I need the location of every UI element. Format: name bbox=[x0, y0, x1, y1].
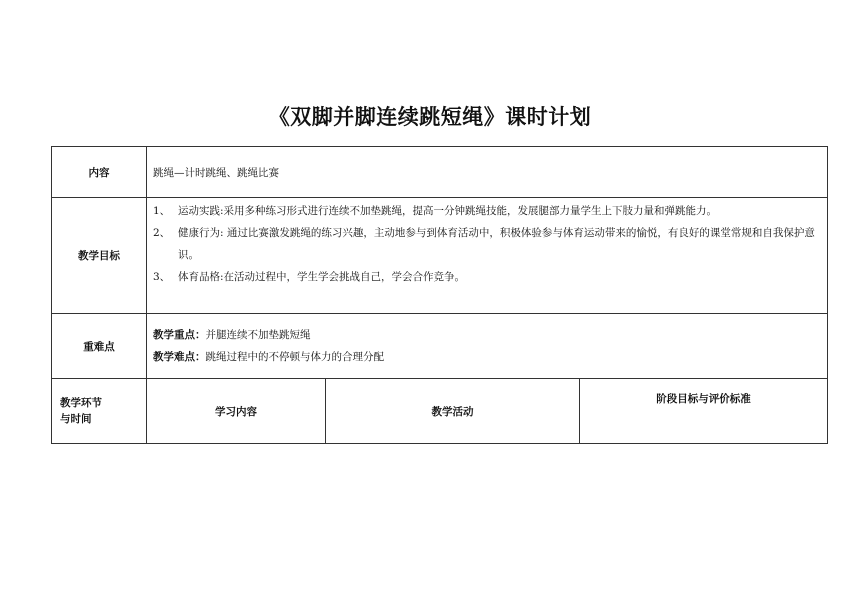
document-title: 《双脚并脚连续跳短绳》课时计划 bbox=[268, 105, 592, 129]
goals-label: 教学目标 bbox=[52, 198, 147, 314]
goal-text: 运动实践:采用多种练习形式进行连续不加垫跳绳，提高一分钟跳绳技能，发展腿部力量学生上下肢力量和弹跳能力。 bbox=[178, 205, 718, 217]
teaching-difficulty-label: 教学难点： bbox=[153, 351, 206, 363]
goal-number: 2、 bbox=[153, 227, 171, 239]
goals-cell bbox=[147, 198, 828, 314]
goal-item bbox=[153, 222, 821, 266]
teaching-difficulty-text: 跳绳过程中的不停顿与体力的合理分配 bbox=[205, 351, 384, 363]
key-points-cell bbox=[147, 314, 828, 379]
key-points-row bbox=[52, 314, 828, 379]
content-value: 跳绳—计时跳绳、跳绳比赛 bbox=[147, 147, 828, 198]
teaching-difficulty bbox=[153, 346, 827, 368]
teaching-focus-text: 并腿连续不加垫跳短绳 bbox=[205, 329, 311, 341]
goal-text: 健康行为: 通过比赛激发跳绳的练习兴趣，主动地参与到体育活动中，积极体验参与体育运动带来的愉悦，有良好的课堂常规和自我保护意识。 bbox=[178, 227, 815, 261]
key-points-label: 重难点 bbox=[52, 314, 147, 379]
goal-item bbox=[153, 200, 821, 222]
goal-number: 1、 bbox=[153, 205, 171, 217]
stage-goals-header: 阶段目标与评价标准 bbox=[580, 379, 828, 444]
section-header-row bbox=[52, 379, 828, 444]
content-row bbox=[52, 147, 828, 198]
goal-number: 3、 bbox=[153, 271, 171, 283]
content-label: 内容 bbox=[52, 147, 147, 198]
teaching-focus-label: 教学重点： bbox=[153, 329, 206, 341]
teaching-focus bbox=[153, 324, 827, 346]
goal-text: 体育品格:在活动过程中，学生学会挑战自己，学会合作竞争。 bbox=[178, 271, 466, 283]
phase-header-line2: 与时间 bbox=[60, 413, 92, 425]
learning-content-header: 学习内容 bbox=[147, 379, 326, 444]
goal-item bbox=[153, 266, 821, 288]
goals-row bbox=[52, 198, 828, 314]
lesson-plan-table bbox=[51, 146, 828, 444]
phase-header-line1: 教学环节 bbox=[60, 397, 102, 409]
phase-time-header bbox=[52, 379, 147, 444]
teaching-activity-header: 教学活动 bbox=[326, 379, 580, 444]
